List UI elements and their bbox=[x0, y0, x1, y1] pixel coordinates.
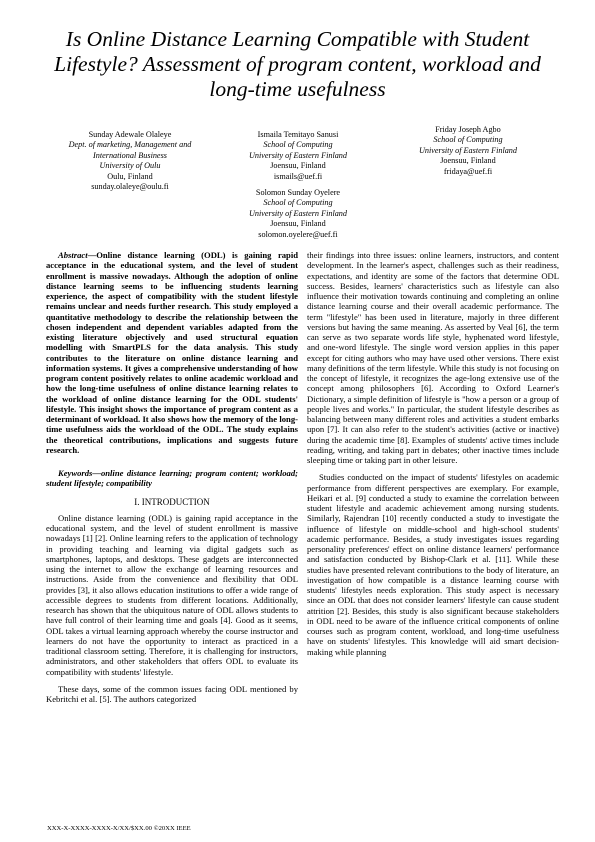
intro-paragraph-1: Online distance learning (ODL) is gaining rapid acceptance in the educational system, and the level of student enrollment is massive nowadays [1] [2]. Online learning refers to the application of technology in providing teaching and learning via digital gadgets such as smartphones, laptops, and desktops. These gadgets are interconnected using the internet to allow the exchange of learning resources and instructions. Aside from the convenience and flexibility that ODL provides [3], it also allows education institutions to offer a wide range of accessible degrees to students from different locations. Additionally, research has shown that the ubiquitous nature of ODL allows students to have full control of their learning time and goals [4]. Good as it seems, ODL takes a virtual learning approach whereby the course instructor and learners do not have the opportunity to interact as practiced in a traditional classroom setting. Therefore, it is challenging for instructors, administrators, and other stakeholders that offers ODL to evaluate its compatibility with students' lifestyle. bbox=[46, 512, 298, 677]
left-column bbox=[46, 250, 298, 704]
abstract bbox=[46, 250, 298, 455]
author-dept: Dept. of marketing, Management and International Business bbox=[68, 140, 192, 160]
intro-paragraph-2: These days, some of the common issues facing ODL mentioned by Kebritchi et al. [5]. The authors categorized bbox=[46, 683, 298, 704]
body-paragraph-1: their findings into three issues: online learners, instructors, and content development. In the learner's aspect, challenges such as their readiness, expectations, and identity are some of the factors that determine ODL success. Besides, learners' characteristics such as lifestyle can also influence their motivation towards continuing and completing an online distance learning course and their overall academic performance. The term "lifestyle" has been used in literature, majorly in three different versions but having the same meaning. As asserted by Veal [6], the term can serve as two separate words life style, hyphenated word lifestyle, and one-word lifestyle. The single word version applies in this paper except for citing authors who may have used other versions. There exist many definitions of the term lifestyle. While this study is not focusing on the concept of lifestyle, it recognizes the age-long extensive use of the concept among philosophers [6]. According to Oxford Learner's Dictionary, a simple definition of lifestyle is "how a person or a group of people lives and works." In particular, the student lifestyle describes as balancing between many different roles and activities a student embarks upon [7]. It can also refer to the student's activities (active or inactive) during the academic time [8]. Examples of students' active times include reading, writing, and taking part in debates; other inactive times include sleeping time or taking part in other leisure. bbox=[307, 250, 559, 465]
author-block-1 bbox=[46, 130, 214, 192]
paper-title: Is Online Distance Learning Compatible with Student Lifestyle? Assessment of program content, workload and long-time usefulness bbox=[54, 27, 541, 101]
author-block-3 bbox=[383, 125, 553, 177]
section-heading-introduction: I. INTRODUCTION bbox=[134, 496, 210, 507]
author-name: Solomon Sunday Oyelere bbox=[255, 188, 341, 197]
body-paragraph-2: Studies conducted on the impact of students' lifestyles on academic performance from different perspectives are exemplary. For example, Heikari et al. [9] conducted a study to examine the correlation between student lifestyle and academic achievement among nursing students. Similarly, Rajendran [10] recently conducted a study to investigate the influence of lifestyle on middle-school and high-school students' academic performance. Besides, a study investigates issues regarding personality preferences' effect on online distance learners' performance and satisfaction conducted by Bishop-Clark et al. [11]. While these studies have presented relevant contributions to the body of literature, an investigation of how compatible is a distance learning course with students' lifestyles needs exploration. This study aspect is necessary since an ODL that does not consider learners' lifestyle can cause student attrition [2]. Besides, this study is also significant because stakeholders in ODL need to be aware of the influence critical components of online courses such as program content, workload, and long-time usefulness have on students' lifestyles. This knowledge will aid smart decision-making while planning bbox=[307, 472, 559, 657]
author-name: Ismaila Temitayo Sanusi bbox=[257, 130, 339, 139]
author-email: fridaya@uef.fi bbox=[443, 166, 493, 176]
author-block-2 bbox=[216, 130, 380, 182]
copyright-footer: XXX-X-XXXX-XXXX-X/XX/$XX.00 ©20XX IEEE bbox=[47, 825, 191, 832]
author-dept: School of Computing bbox=[263, 198, 333, 208]
author-dept: School of Computing bbox=[433, 135, 503, 145]
author-org: University of Eastern Finland bbox=[418, 145, 517, 155]
keywords: Keywords—online distance learning; program content; workload; student lifestyle; compatibility bbox=[46, 468, 298, 489]
author-org: University of Eastern Finland bbox=[248, 208, 347, 218]
author-city: Joensuu, Finland bbox=[440, 156, 496, 166]
author-name: Friday Joseph Agbo bbox=[435, 125, 501, 134]
author-block-4 bbox=[216, 188, 380, 240]
abstract-lead: Abstract bbox=[58, 250, 88, 260]
author-email: sunday.olaleye@oulu.fi bbox=[91, 182, 169, 192]
author-email: solomon.oyelere@uef.fi bbox=[258, 229, 338, 239]
author-city: Joensuu, Finland bbox=[270, 219, 326, 229]
abstract-text: —Online distance learning (ODL) is gaining rapid acceptance in the educational system, and the level of student enrollment is massive nowadays. Although the adoption of online distance learning seems to be influencing students learning experience, the aspect of compatibility with the student lifestyle remains unclear and needs further research. This study employed a quantitative methodology to describe the relationship between the chosen independent and dependent variables adapted from the existing literature objectively and used structural equation modelling with SmartPLS for the data analysis. This study contributes to the literature on online distance learning and information systems. It gives a comprehensive understanding of how program content positively relates to online academic workload and how the long-time usefulness of online distance learning relates to the workload of online distance learning for the ODL students' lifestyle. This insight shows the importance of program content as a determinant of workload. It also shows how the memory of the long-time usefulness aids the workload of the ODL. The study explains the theoretical contributions, implications and suggests future research. bbox=[46, 250, 298, 455]
author-org: University of Eastern Finland bbox=[248, 150, 347, 160]
author-city: Joensuu, Finland bbox=[270, 161, 326, 171]
right-column bbox=[307, 250, 559, 657]
author-city: Oulu, Finland bbox=[107, 171, 153, 181]
author-email: ismails@uef.fi bbox=[273, 171, 323, 181]
author-dept: School of Computing bbox=[263, 140, 333, 150]
author-org: University of Oulu bbox=[99, 161, 161, 171]
author-name: Sunday Adewale Olaleye bbox=[88, 130, 172, 139]
